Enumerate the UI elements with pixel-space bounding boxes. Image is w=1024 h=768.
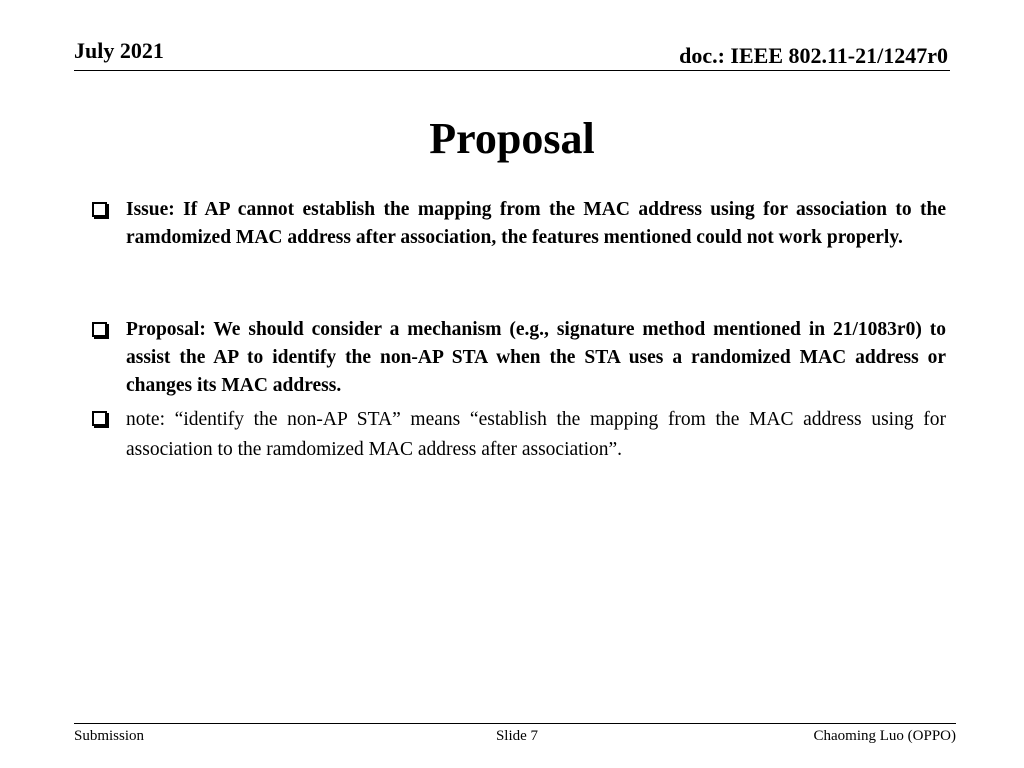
footer-author: Chaoming Luo (OPPO): [813, 728, 956, 744]
bullet-proposal: [92, 316, 946, 400]
bullet-note-text: note: “identify the non-AP STA” means “establish the mapping from the MAC address using for association to the ramdomized MAC address after association”.: [126, 409, 946, 460]
checkbox-bullet-icon: [92, 322, 107, 337]
bullet-proposal-text: Proposal: We should consider a mechanism (e.g., signature method mentioned in 21/1083r0) to assist the AP to identify the non-AP STA when the STA uses a randomized MAC address or changes its MAC address.: [126, 319, 946, 396]
checkbox-bullet-icon: [92, 202, 107, 217]
header-date: July 2021: [74, 38, 164, 63]
slide-title: Proposal: [429, 114, 595, 163]
checkbox-bullet-icon: [92, 411, 107, 426]
footer-divider: [74, 723, 956, 724]
bullet-issue-text: Issue: If AP cannot establish the mapping from the MAC address using for association to the ramdomized MAC address after association, the features mentioned could not work properly.: [126, 199, 946, 248]
bullet-issue: [92, 196, 946, 252]
footer-submission: Submission: [74, 728, 145, 744]
header-divider: [74, 70, 950, 71]
footer-slide-number: Slide 7: [495, 728, 539, 744]
bullet-note: [92, 405, 946, 465]
header-doc-id: doc.: IEEE 802.11-21/1247r0: [679, 43, 948, 68]
